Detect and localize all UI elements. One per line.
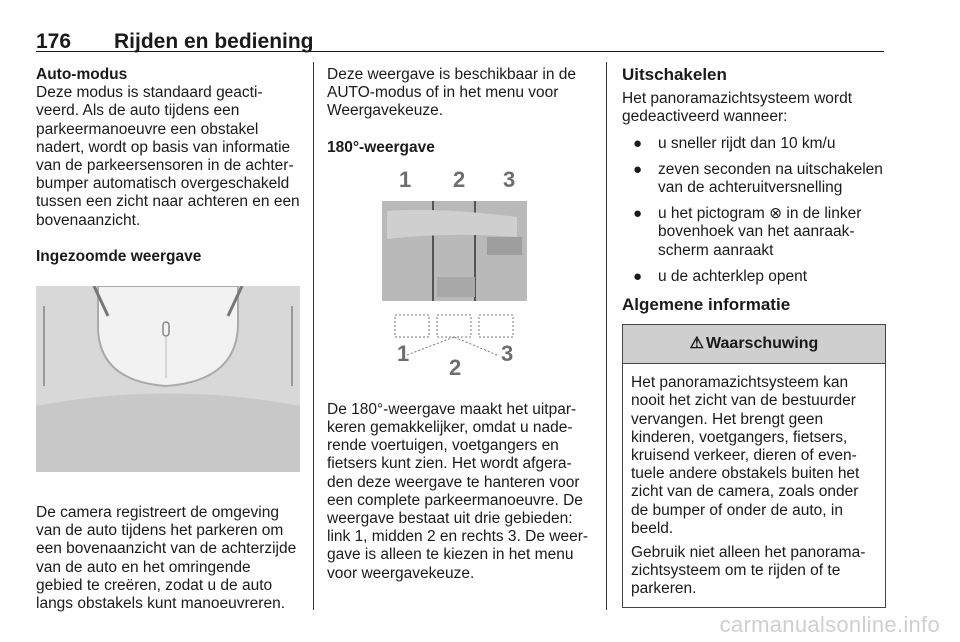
zoomed-view-image bbox=[36, 286, 300, 472]
column-right bbox=[622, 66, 886, 608]
watermark-logo: carmanualsonline.info bbox=[719, 612, 940, 637]
zoom-view-heading: Ingezoomde weergave bbox=[36, 247, 202, 265]
deactivate-heading: Uitschakelen bbox=[622, 65, 727, 84]
intro-text: Deze weergave is beschikbaar in de AUTO-modus of in het menu voor Weergavekeuze. bbox=[327, 66, 576, 120]
deactivate-intro: Het panoramazichtsysteem wordt gedeactiveerd wanneer: bbox=[622, 90, 853, 126]
diagram-label-bottom-2: 2 bbox=[449, 354, 462, 380]
column-middle bbox=[327, 66, 591, 583]
header-rule bbox=[36, 51, 884, 52]
column-divider bbox=[313, 62, 314, 610]
diagram-label-bottom-1: 1 bbox=[397, 340, 410, 366]
warning-text-1: Het panoramazichtsysteem kan nooit het zicht van de bestuurder vervangen. Het brengt geen kinderen, voetgangers, fietsers, kruisend verkeer, dieren of eventuele andere obstakels buiten het zicht van de camera, zoals onder de bumper of onder de auto, in beeld. bbox=[631, 374, 860, 537]
list-item: ● u de achterklep opent bbox=[633, 267, 808, 285]
diagram-label-2: 2 bbox=[453, 166, 466, 192]
zoom-view-text: De camera registreert de omgeving van de auto tijdens het parkeren om een bovenaanzicht van de achterzijde van de auto en het omringende gebied te creëren, zodat u de auto langs obstakels kunt manoeuvreren. bbox=[36, 504, 297, 613]
warning-text-2: Gebruik niet alleen het panoramazichtsysteem om te rijden of te parkeren. bbox=[631, 544, 866, 598]
column-divider bbox=[606, 62, 607, 610]
list-item: ● u sneller rijdt dan 10 km/u bbox=[633, 134, 836, 152]
warning-icon: ⚠ bbox=[689, 335, 705, 353]
view-180-diagram bbox=[377, 166, 577, 387]
list-item: ● zeven seconden na uitschakelen van de achteruitversnelling bbox=[633, 160, 883, 197]
view-180-text: De 180°-weergave maakt het uitparkeren gemakkelijker, omdat u naderende voertuigen, voetgangers en fietsers kunt zien. Het wordt afgeraden deze weergave te hanteren voor een complete parkeermanoeuvre. De weergave bestaat uit drie gebieden: link 1, midden 2 en rechts 3. De weergave is alleen te kiezen in het menu voor weergavekeuze. bbox=[327, 400, 589, 582]
warning-title: Waarschuwing bbox=[706, 335, 819, 353]
auto-mode-text: Deze modus is standaard geactiveerd. Als de auto tijdens een parkeermanoeuvre een obstakel nadert, wordt op basis van informatie van de parkeersensoren in de achterbumper automatisch overgeschakeld tussen een zicht naar achteren en een bovenaanzicht. bbox=[36, 84, 300, 229]
column-left bbox=[36, 66, 300, 613]
deactivate-list bbox=[622, 135, 886, 286]
list-item: ● u het pictogram ⊗ in de linker bovenhoek van het aanraakscherm aanraakt bbox=[633, 205, 862, 259]
diagram-label-1: 1 bbox=[399, 166, 412, 192]
view-180-heading: 180°-weergave bbox=[327, 138, 435, 156]
auto-mode-heading: Auto-modus bbox=[36, 66, 128, 83]
diagram-label-bottom-3: 3 bbox=[501, 340, 514, 366]
warning-header bbox=[623, 325, 885, 364]
page-number: 176 bbox=[36, 30, 72, 53]
general-info-heading: Algemene informatie bbox=[622, 295, 791, 315]
diagram-label-3: 3 bbox=[503, 166, 516, 192]
page-title: Rijden en bediening bbox=[114, 30, 314, 53]
warning-box bbox=[622, 324, 886, 607]
